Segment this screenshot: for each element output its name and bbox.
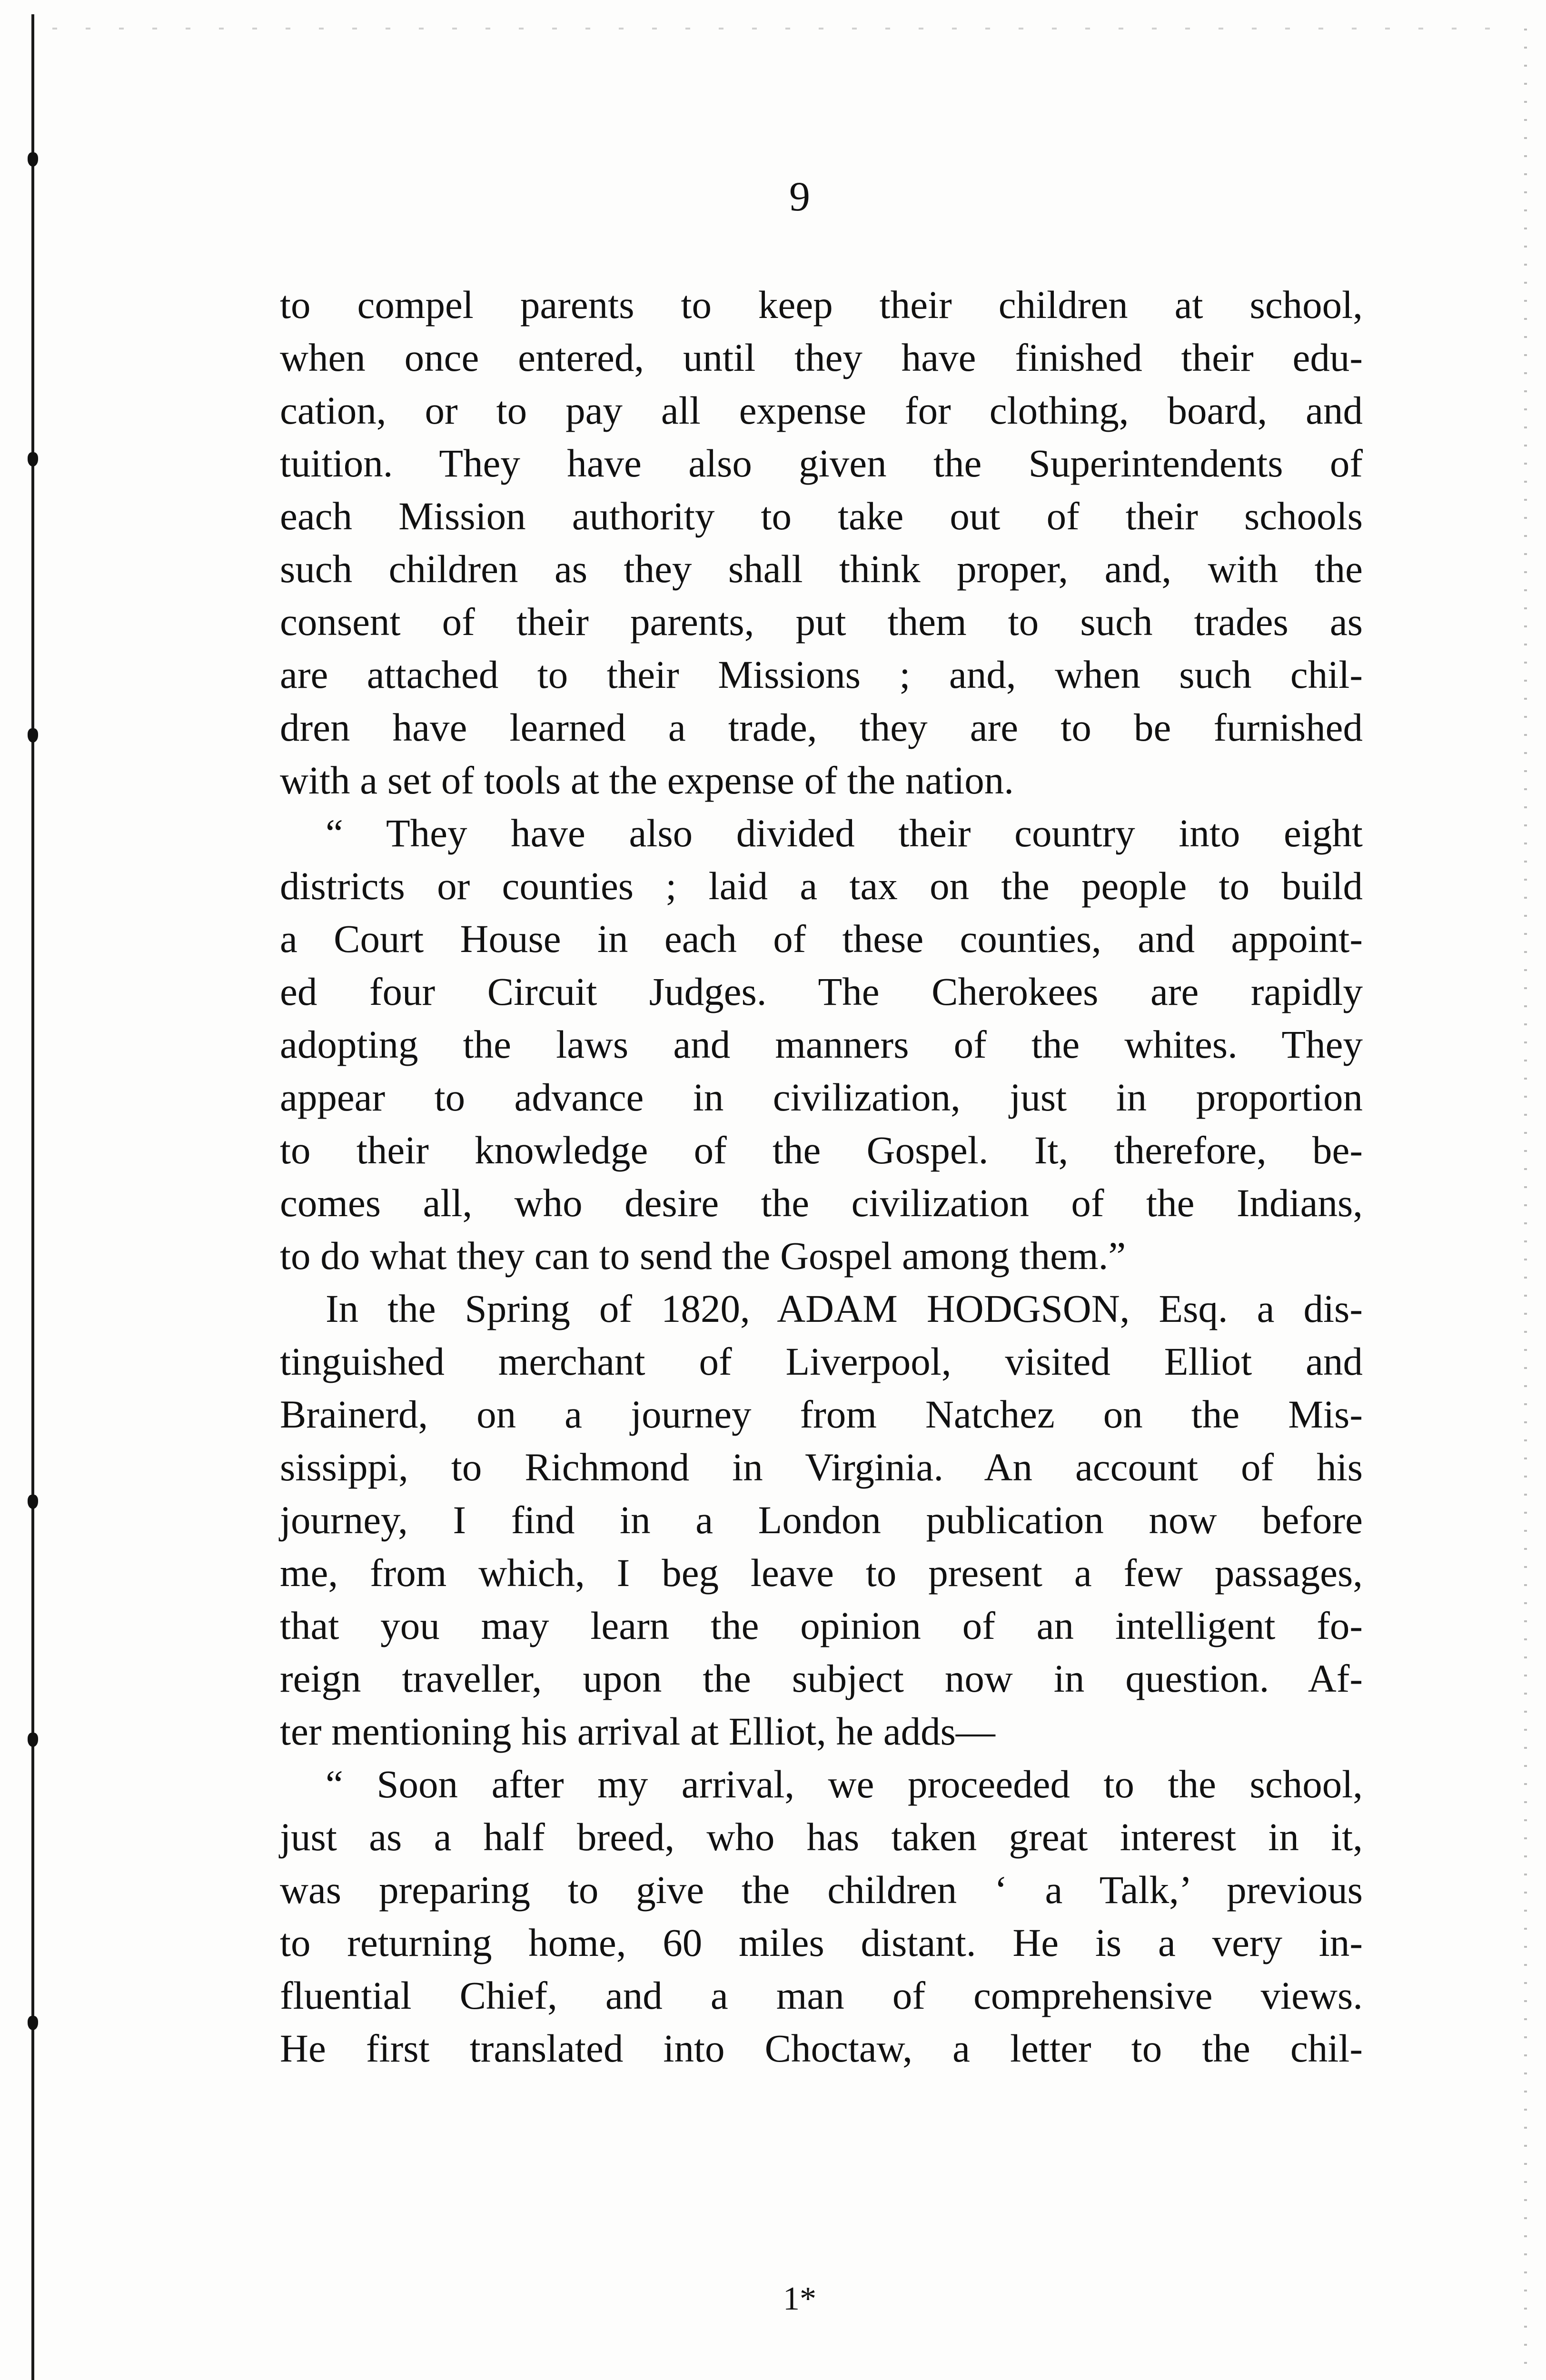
text-line: fluential Chief, and a man of comprehensive views. (280, 1973, 1363, 2017)
text-line: adopting the laws and manners of the whites. They (280, 1022, 1363, 1066)
page-top-edge (52, 28, 1490, 30)
binding-thread-mark (28, 1733, 38, 1747)
text-line: He first translated into Choctaw, a letter to the chil- (280, 2026, 1363, 2070)
body-text (280, 278, 1363, 2075)
text-line: each Mission authority to take out of their schools (280, 494, 1363, 538)
text-line: that you may learn the opinion of an intelligent fo- (280, 1604, 1363, 1647)
text-line: to their knowledge of the Gospel. It, therefore, be- (280, 1128, 1363, 1172)
text-line: tinguished merchant of Liverpool, visited Elliot and (280, 1339, 1363, 1383)
text-line: to returning home, 60 miles distant. He is a very in- (280, 1921, 1363, 1964)
text-line: dren have learned a trade, they are to be furnished (280, 705, 1363, 749)
text-line: tuition. They have also given the Superintendents of (280, 441, 1363, 485)
binding-thread-mark (28, 728, 38, 743)
text-line: sissippi, to Richmond in Virginia. An account of his (280, 1445, 1363, 1489)
text-line: a Court House in each of these counties, and appoint- (280, 917, 1363, 961)
text-line: me, from which, I beg leave to present a few passages, (280, 1551, 1363, 1595)
text-line: just as a half breed, who has taken great interest in it, (280, 1815, 1363, 1859)
text-line: “ Soon after my arrival, we proceeded to the school, (326, 1762, 1363, 1806)
text-line: Brainerd, on a journey from Natchez on the Mis- (280, 1392, 1363, 1436)
text-line: such children as they shall think proper, and, with the (280, 547, 1363, 591)
binding-thread-mark (28, 1495, 38, 1509)
text-line: journey, I find in a London publication now before (280, 1498, 1363, 1542)
text-line: to compel parents to keep their children at school, (280, 283, 1363, 327)
binding-thread-mark (28, 452, 38, 466)
text-line: are attached to their Missions ; and, when such chil- (280, 653, 1363, 696)
text-line: with a set of tools at the expense of the nation. (280, 758, 1014, 802)
text-line: ter mentioning his arrival at Elliot, he adds— (280, 1709, 995, 1753)
text-line: was preparing to give the children ‘ a Talk,’ previous (280, 1868, 1363, 1912)
text-line: consent of their parents, put them to such trades as (280, 600, 1363, 644)
text-line: districts or counties ; laid a tax on the people to build (280, 864, 1363, 908)
page-number: 9 (789, 174, 810, 220)
text-line: “ They have also divided their country into eight (326, 811, 1363, 855)
text-line: ed four Circuit Judges. The Cherokees are rapidly (280, 970, 1363, 1013)
text-line: comes all, who desire the civilization of the Indians, (280, 1181, 1363, 1225)
binding-thread-mark (28, 152, 38, 167)
page-right-edge (1524, 29, 1527, 2380)
text-line: reign traveller, upon the subject now in question. Af- (280, 1656, 1363, 1700)
binding-thread-mark (28, 2016, 38, 2030)
text-line: when once entered, until they have finished their edu- (280, 336, 1363, 379)
text-line: In the Spring of 1820, ADAM HODGSON, Esq. a dis- (326, 1287, 1363, 1330)
signature-mark: 1* (783, 2281, 816, 2317)
text-line: appear to advance in civilization, just in proportion (280, 1075, 1363, 1119)
text-line: to do what they can to send the Gospel among them.” (280, 1234, 1126, 1278)
text-line: cation, or to pay all expense for clothing, board, and (280, 388, 1363, 432)
